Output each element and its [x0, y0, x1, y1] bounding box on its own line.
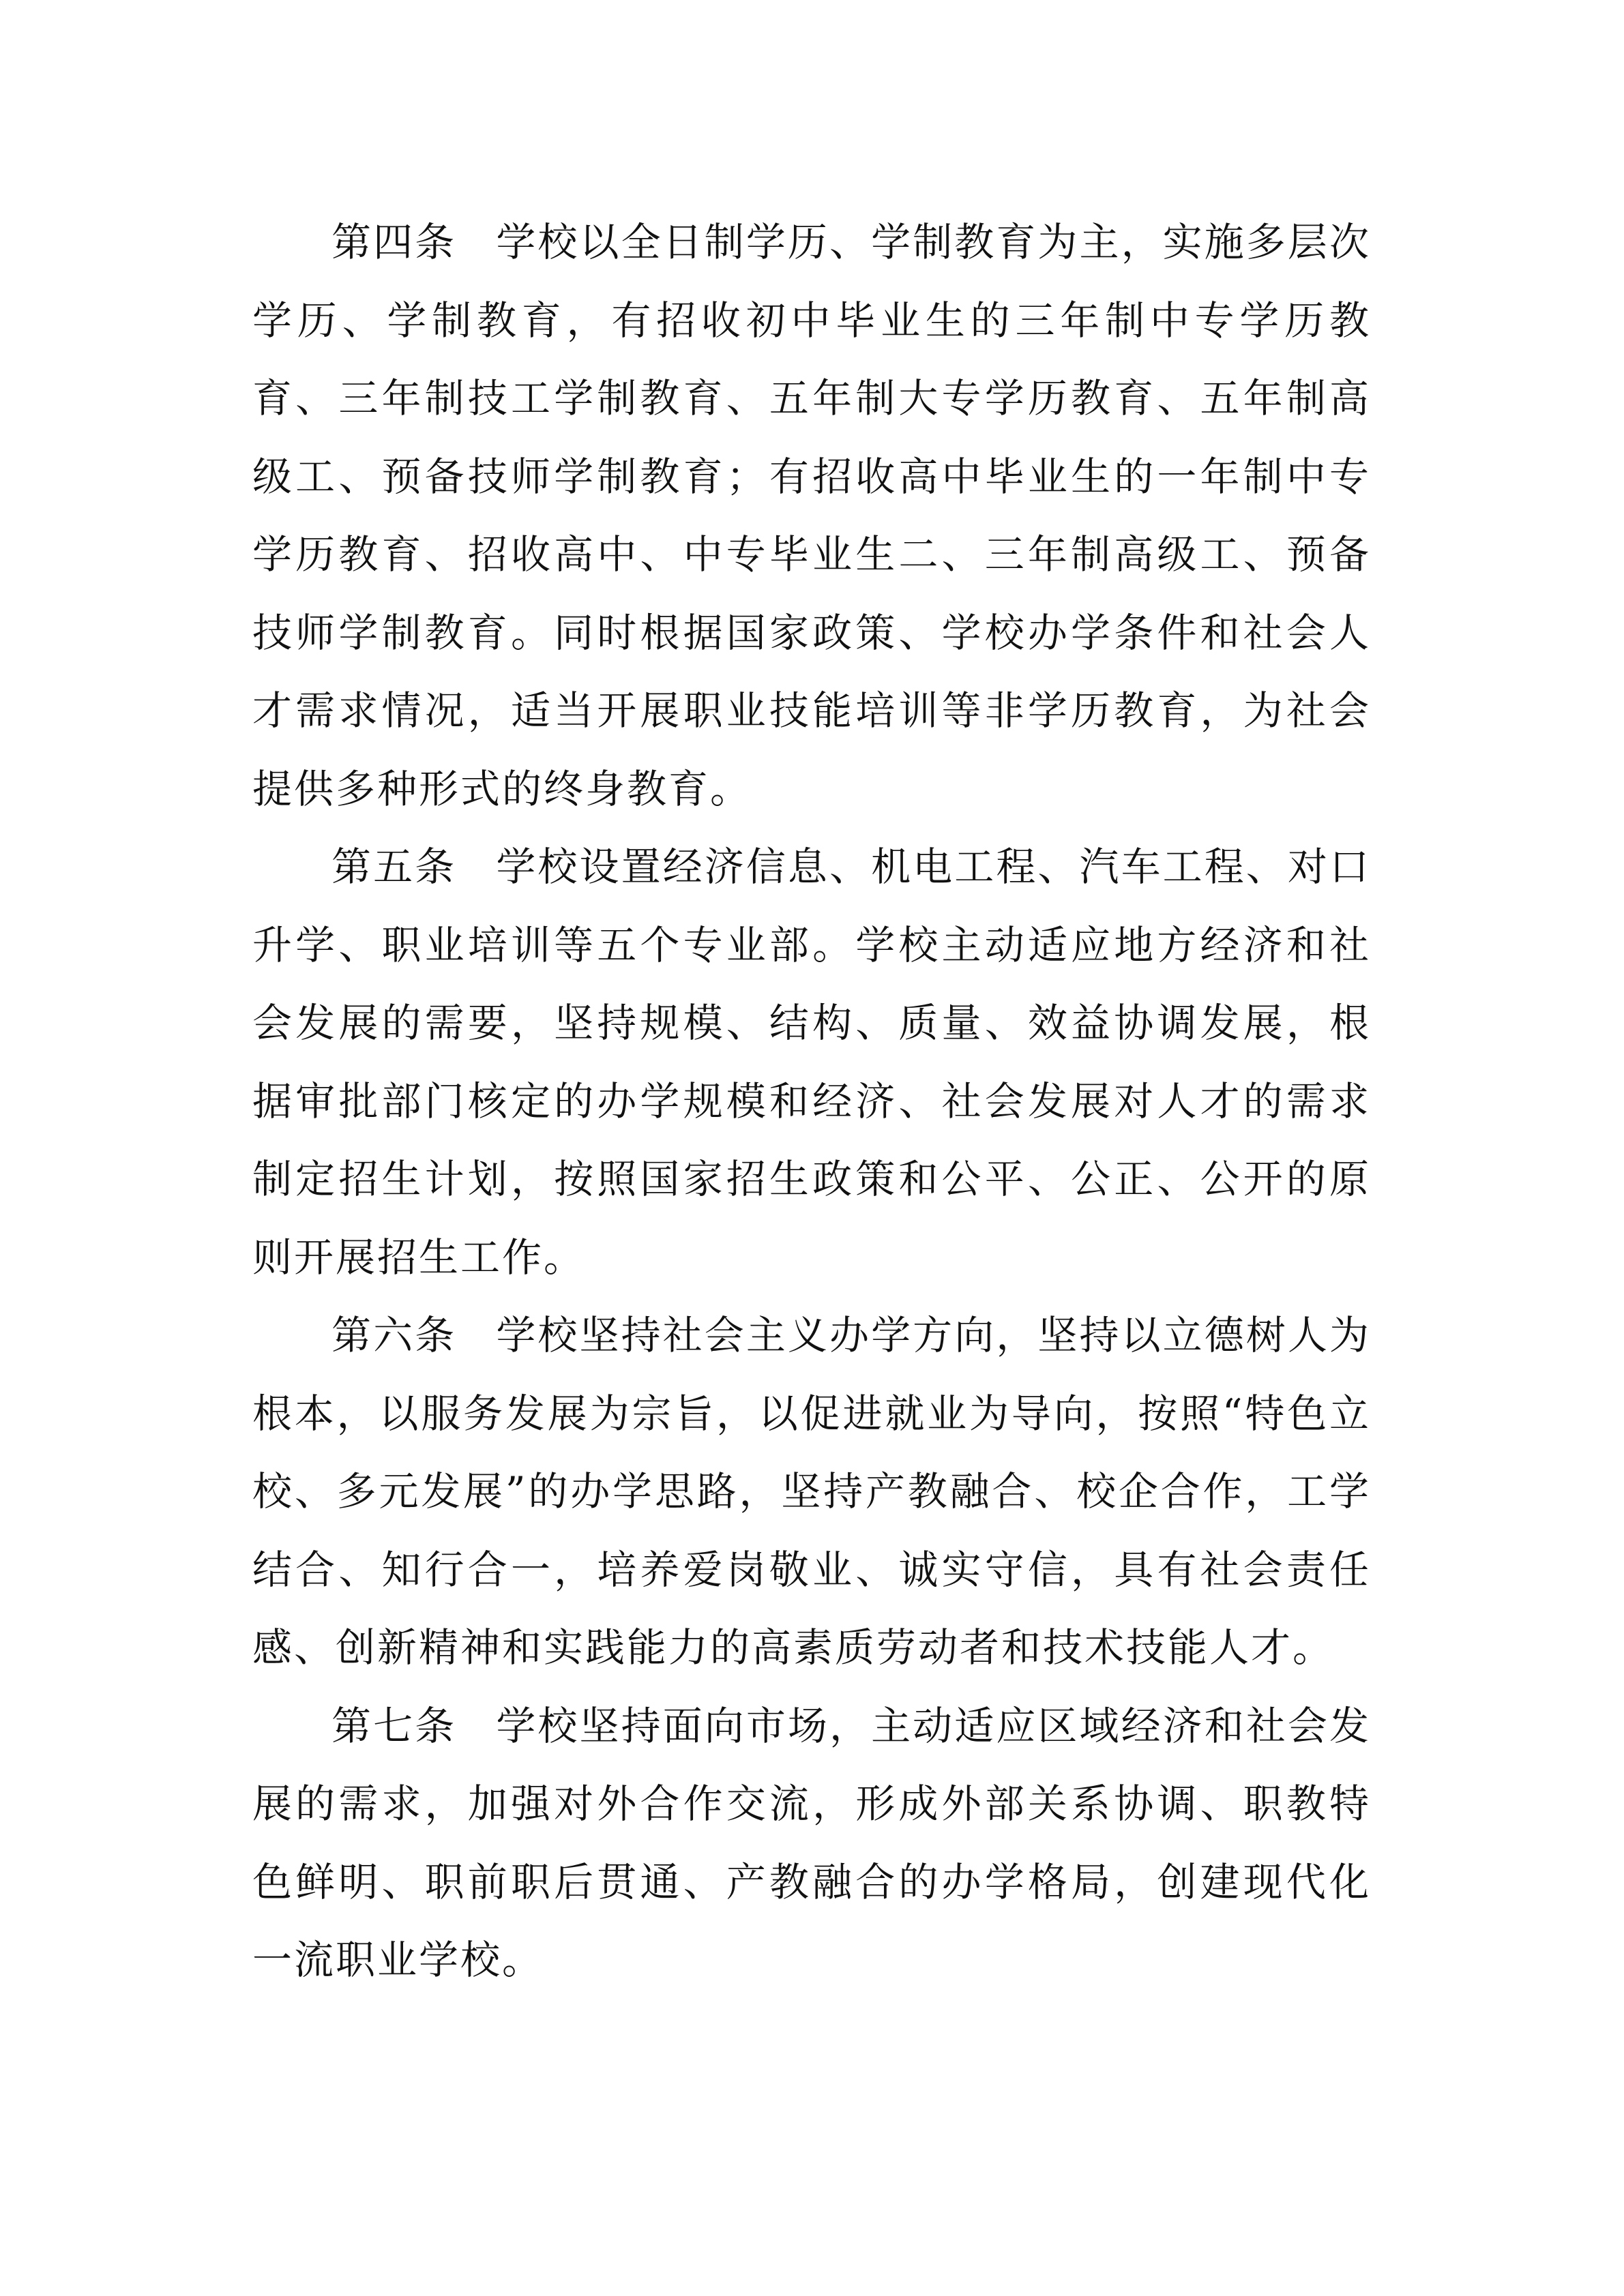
article-number: 第七条 [331, 1702, 457, 1749]
article-number: 第五条 [331, 844, 457, 890]
document-page [252, 203, 1371, 1999]
article-text: 学校以全日制学历、学制教育为主，实施多层次学历、学制教育，有招收初中毕业生的三年制中专学历教育、三年制技工学制教育、五年制大专学历教育、五年制高级工、预备技师学制教育；有招收高中毕业生的一年制中专学历教育、招收高中、中专毕业生二、三年制高级工、预备技师学制教育。同时根据国家政策、学校办学条件和社会人才需求情况，适当开展职业技能培训等非学历教育，为社会提供多种形式的终身教育。 [252, 219, 1371, 812]
article-text: 学校设置经济信息、机电工程、汽车工程、对口升学、职业培训等五个专业部。学校主动适应地方经济和社会发展的需要，坚持规模、结构、质量、效益协调发展，根据审批部门核定的办学规模和经济、社会发展对人才的需求制定招生计划，按照国家招生政策和公平、公正、公开的原则开展招生工作。 [252, 844, 1371, 1281]
article-number: 第六条 [331, 1312, 457, 1358]
article-text: 学校坚持社会主义办学方向，坚持以立德树人为根本，以服务发展为宗旨，以促进就业为导向，按照“特色立校、多元发展”的办学思路，坚持产教融合、校企合作，工学结合、知行合一，培养爱岗敬业、诚实守信，具有社会责任感、创新精神和实践能力的高素质劳动者和技术技能人才。 [252, 1312, 1371, 1671]
article-4 [252, 203, 1371, 828]
article-number: 第四条 [331, 219, 457, 265]
article-6 [252, 1296, 1371, 1687]
article-7 [252, 1687, 1371, 1999]
article-5 [252, 828, 1371, 1296]
article-text: 学校坚持面向市场，主动适应区域经济和社会发展的需求，加强对外合作交流，形成外部关系协调、职教特色鲜明、职前职后贯通、产教融合的办学格局，创建现代化一流职业学校。 [252, 1702, 1371, 1983]
